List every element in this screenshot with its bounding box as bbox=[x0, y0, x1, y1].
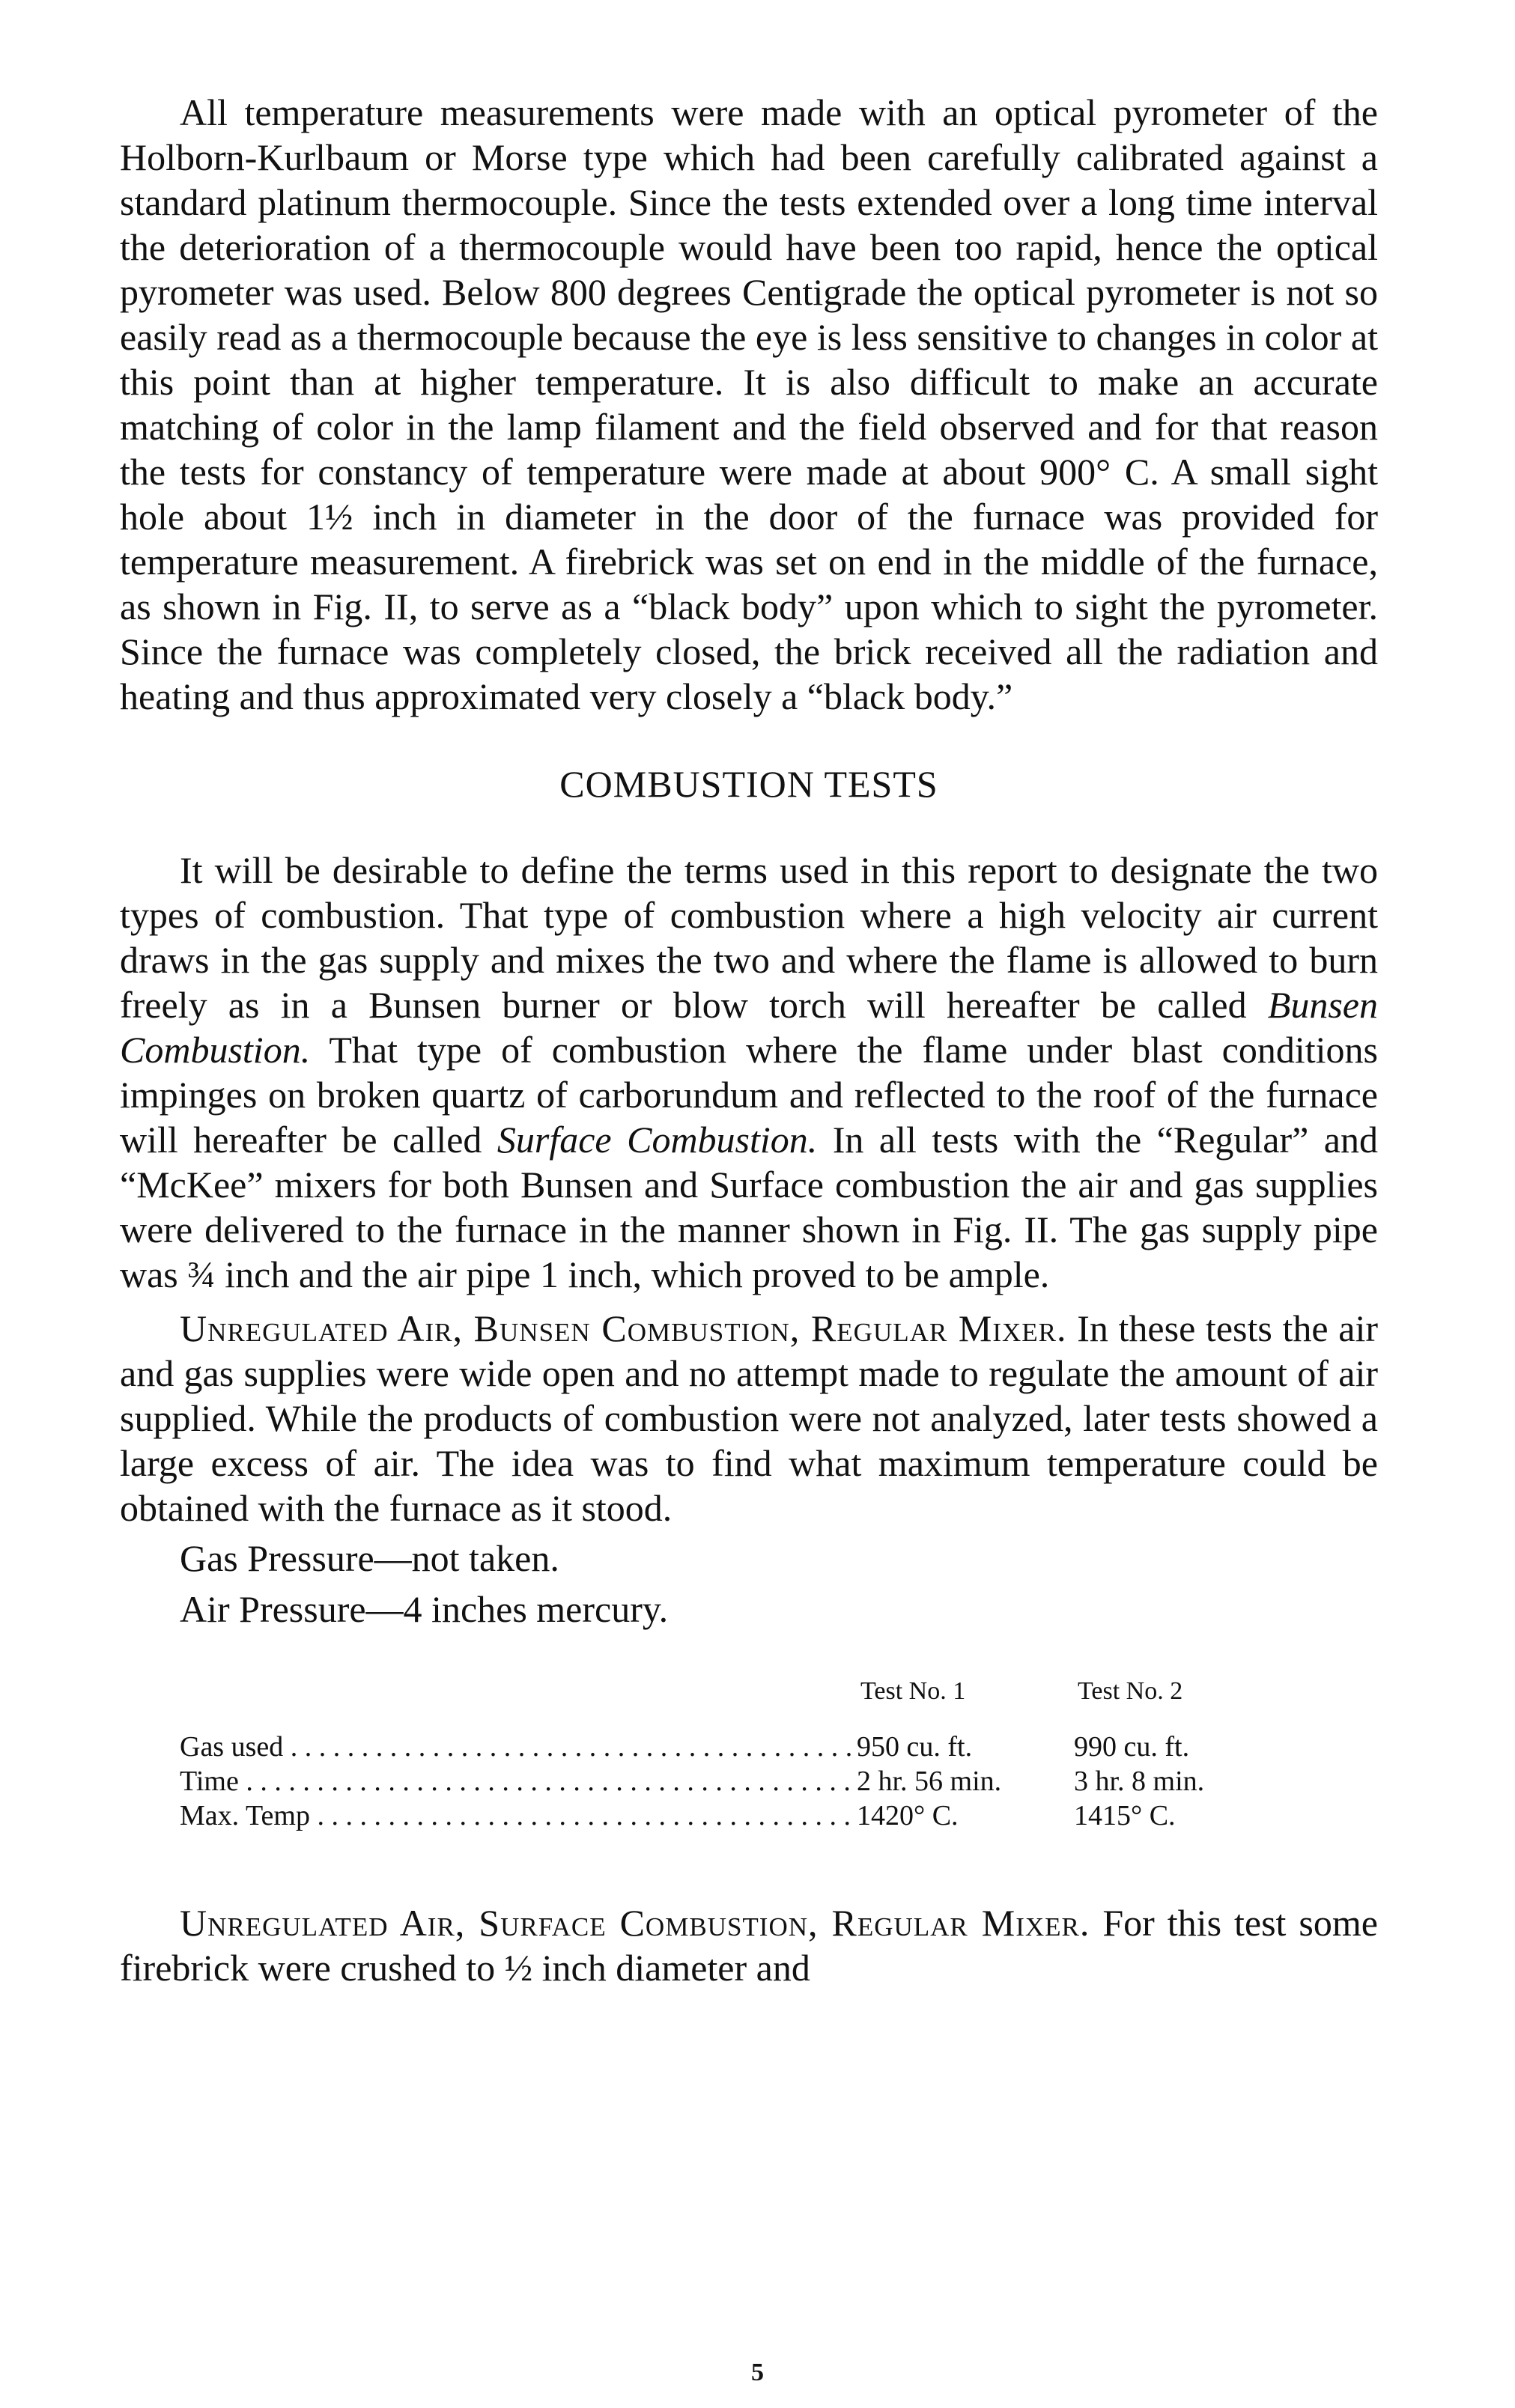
section-heading: COMBUSTION TESTS bbox=[559, 763, 938, 805]
definitions-text-a: It will be desirable to define the terms used in this report to designate the two types of combustion. That type of combustion where a high velocity air current draws in the gas supply and mixes the two and where the flame is allowed to burn freely as in a Bunsen burner or blow torch will hereafter be called bbox=[120, 849, 1378, 1026]
unregulated-surface-text: For this test some firebrick were crushed to ½ inch diameter and bbox=[120, 1902, 1378, 1989]
paragraph-unregulated-bunsen bbox=[120, 1306, 1378, 1530]
test-results-table bbox=[180, 1677, 1303, 1833]
paragraph-combustion-definitions bbox=[120, 848, 1378, 1297]
max-temp-test-2: 1415° C. bbox=[1074, 1800, 1176, 1831]
gas-used-test-1: 950 cu. ft. bbox=[857, 1731, 973, 1763]
header-test-2: Test No. 2 bbox=[1078, 1677, 1183, 1705]
page-number: 5 bbox=[751, 2359, 764, 2386]
term-surface-combustion: Surface Combustion. bbox=[497, 1119, 818, 1161]
header-test-1: Test No. 1 bbox=[860, 1677, 966, 1705]
time-test-1: 2 hr. 56 min. bbox=[857, 1766, 1002, 1797]
row-label-max-temp: Max. Temp . . . bbox=[180, 1799, 854, 1833]
definitions-text-b: That type of combustion where the flame under blast conditions impinges on broken quartz of carborundum and reflected to the roof of the furnace will hereafter be called bbox=[120, 1029, 1378, 1161]
row-label-gas-used: Gas used . . . bbox=[180, 1730, 854, 1764]
gas-used-test-2: 990 cu. ft. bbox=[1074, 1731, 1190, 1763]
table-row bbox=[180, 1730, 1303, 1764]
subheading-unregulated-surface: Unregulated Air, Surface Combustion, Regular Mixer. bbox=[180, 1902, 1090, 1944]
table-header bbox=[180, 1677, 1303, 1706]
term-bunsen-combustion: Bunsen Combustion. bbox=[120, 984, 1378, 1071]
row-label-time: Time . . . bbox=[180, 1764, 854, 1799]
gas-pressure-line: Gas Pressure—not taken. bbox=[180, 1537, 559, 1579]
paragraph-unregulated-surface bbox=[120, 1900, 1378, 1990]
time-test-2: 3 hr. 8 min. bbox=[1074, 1766, 1205, 1797]
subheading-unregulated-bunsen: Unregulated Air, Bunsen Combustion, Regular Mixer. bbox=[180, 1307, 1067, 1349]
table-row bbox=[180, 1799, 1303, 1833]
definitions-text-c: In all tests with the “Regular” and “McKee” mixers for both Bunsen and Surface combustion the air and gas supplies were delivered to the furnace in the manner shown in Fig. II. The gas supply pipe was ¾ inch and the air pipe 1 inch, which proved to be ample. bbox=[120, 1119, 1378, 1295]
max-temp-test-1: 1420° C. bbox=[857, 1800, 959, 1831]
paragraph-pyrometer: All temperature measurements were made with an optical pyrometer of the Holborn-Kurlbaum or Morse type which had been carefully calibrated against a standard platinum thermocouple. Since the tests extended over a long time interval the deterioration of a thermocouple would have been too rapid, hence the optical pyrometer was used. Below 800 degrees Centigrade the optical pyrometer is not so easily read as a thermocouple because the eye is less sensitive to changes in color at this point than at higher temperature. It is also difficult to make an accurate matching of color in the lamp filament and the field observed and for that reason the tests for constancy of temperature were made at about 900° C. A small sight hole about 1½ inch in diameter in the door of the furnace was provided for temperature measurement. A firebrick was set on end in the middle of the furnace, as shown in Fig. II, to serve as a “black body” upon which to sight the pyrometer. Since the furnace was completely closed, the brick received all the radiation and heating and thus approximated very closely a “black body.” bbox=[120, 91, 1378, 717]
air-pressure-line: Air Pressure—4 inches mercury. bbox=[180, 1588, 669, 1630]
page-body bbox=[120, 90, 1378, 1990]
unregulated-bunsen-text: In these tests the air and gas supplies were wide open and no attempt made to regulate the amount of air supplied. While the products of combustion were not analyzed, later tests showed a large excess of air. The idea was to find what maximum temperature could be obtained with the furnace as it stood. bbox=[120, 1307, 1378, 1529]
table-row bbox=[180, 1764, 1303, 1799]
